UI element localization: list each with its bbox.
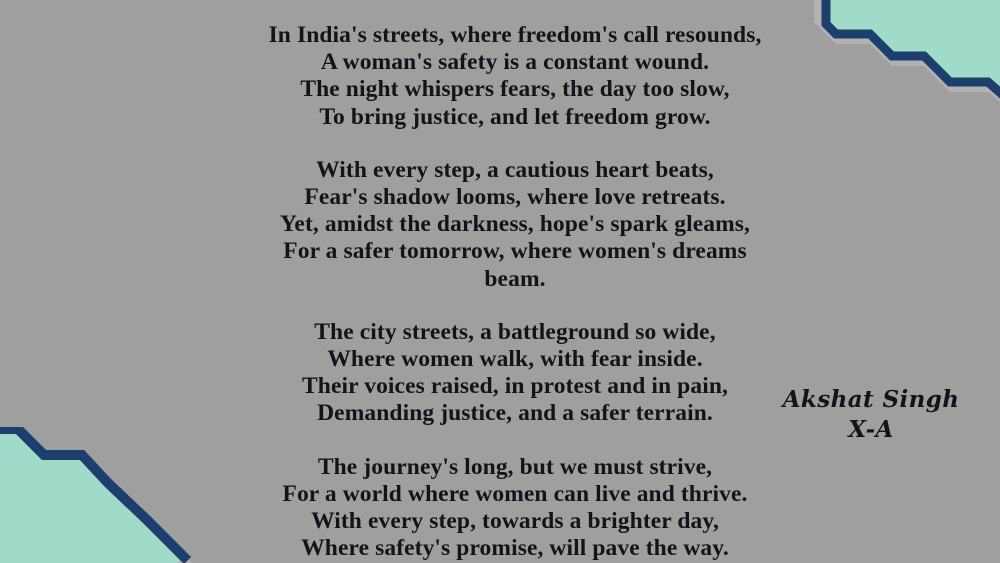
signature-block: [776, 385, 966, 445]
poem-line: Fear's shadow looms, where love retreats.: [304, 184, 726, 211]
poem-line: To bring justice, and let freedom grow.: [319, 103, 711, 130]
signature-name: Akshat Singh: [782, 386, 960, 413]
poem-line: In India's streets, where freedom's call resounds,: [268, 22, 762, 48]
poem-line: With every step, towards a brighter day,: [311, 508, 719, 535]
poem-stanza: [0, 22, 1000, 131]
poem-line: With every step, a cautious heart beats,: [316, 156, 714, 183]
poem-line: For a world where women can live and thrive.: [282, 480, 748, 507]
poem-line: The city streets, a battleground so wide,: [314, 318, 716, 345]
poem-line: A woman's safety is a constant wound.: [320, 49, 710, 76]
poem-body: [0, 22, 1000, 562]
poem-line: For a safer tomorrow, where women's dreams: [283, 238, 747, 265]
poem-stanza: [0, 454, 1000, 563]
poem-line: Where safety's promise, will pave the way.: [301, 535, 729, 562]
poem-line: Their voices raised, in protest and in pain,: [302, 373, 728, 400]
poem-stanza: [0, 157, 1000, 293]
poem-line: Demanding justice, and a safer terrain.: [317, 400, 713, 427]
poem-line: Where women walk, with fear inside.: [327, 346, 703, 373]
poem-line: The night whispers fears, the day too slow,: [300, 76, 730, 103]
poem-line: The journey's long, but we must strive,: [317, 453, 713, 480]
poem-line: beam.: [484, 265, 546, 292]
signature-class: X-A: [848, 416, 894, 443]
poem-line: Yet, amidst the darkness, hope's spark gleams,: [279, 211, 751, 238]
